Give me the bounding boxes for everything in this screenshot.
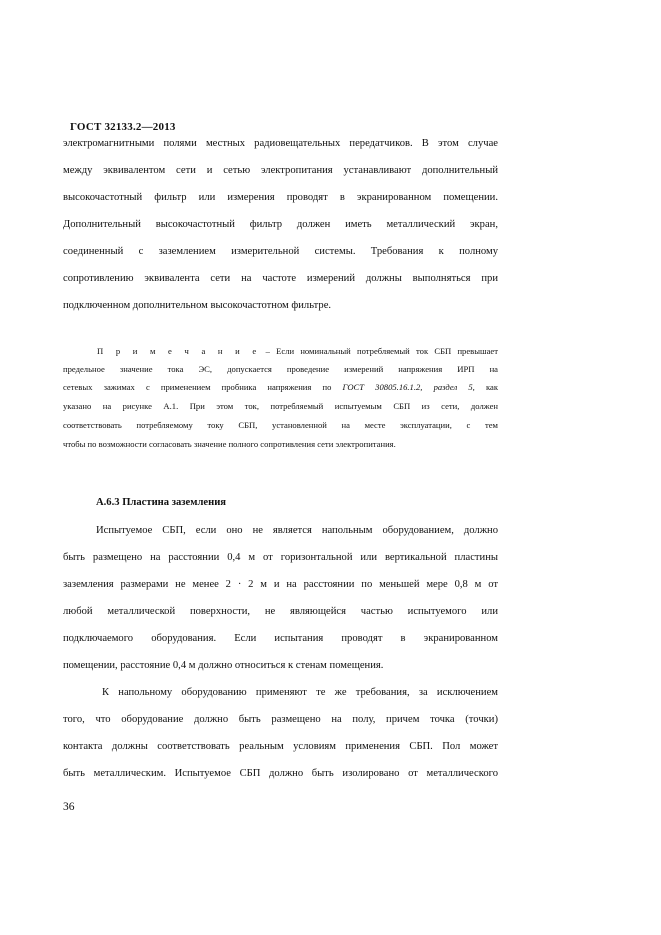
paragraph-line: высокочастотный фильтр или измерения проводят в экранированном помещении. bbox=[63, 192, 498, 203]
paragraph-line: быть металлическим. Испытуемое СБП должно быть изолировано от металлического bbox=[63, 768, 498, 779]
note-text: сетевых зажимах с применением пробника напряжения по bbox=[63, 382, 343, 392]
note-line bbox=[63, 382, 498, 392]
note-label: П р и м е ч а н и е bbox=[97, 346, 260, 356]
note-line: предельное значение тока ЭС, допускается проведение измерений напряжения ИРП на bbox=[63, 364, 498, 374]
paragraph-line: подключенном дополнительном высокочастотном фильтре. bbox=[63, 300, 332, 311]
paragraph-line: электромагнитными полями местных радиовещательных передатчиков. В этом случае bbox=[63, 138, 498, 149]
note-text: как bbox=[474, 382, 498, 392]
paragraph-line: подключаемого оборудования. Если испытания проводят в экранированном bbox=[63, 633, 498, 644]
paragraph-line: помещении, расстояние 0,4 м должно относиться к стенам помещения. bbox=[63, 660, 384, 671]
note-line: чтобы по возможности согласовать значение полного сопротивления сети электропитания. bbox=[63, 439, 396, 449]
note-line bbox=[97, 346, 498, 356]
paragraph-line: заземления размерами не менее 2 · 2 м и на расстоянии по меньшей мере 0,8 м от bbox=[63, 579, 498, 590]
paragraph-line: между эквивалентом сети и сетью электропитания устанавливают дополнительный bbox=[63, 165, 498, 176]
paragraph-line: сопротивлению эквивалента сети на частоте измерений должны выполняться при bbox=[63, 273, 498, 284]
note-line: соответствовать потребляемому току СБП, установленной на месте эксплуатации, с тем bbox=[63, 420, 498, 430]
paragraph-line: того, что оборудование должно быть размещено на полу, причем точка (точки) bbox=[63, 714, 498, 725]
page-header: ГОСТ 32133.2—2013 bbox=[70, 121, 176, 133]
note-text: – Если номинальный потребляемый ток СБП превышает bbox=[259, 346, 498, 356]
paragraph-line: Испытуемое СБП, если оно не является напольным оборудованием, должно bbox=[96, 525, 498, 536]
section-heading: А.6.3 Пластина заземления bbox=[96, 497, 227, 508]
paragraph-line: Дополнительный высокочастотный фильтр должен иметь металлический экран, bbox=[63, 219, 498, 230]
paragraph-line: быть размещено на расстоянии 0,4 м от горизонтальной или вертикальной пластины bbox=[63, 552, 498, 563]
standard-reference: ГОСТ 30805.16.1.2, раздел 5, bbox=[342, 382, 475, 392]
page-number: 36 bbox=[63, 801, 75, 813]
paragraph-line: любой металлической поверхности, не являющейся частью испытуемого или bbox=[63, 606, 498, 617]
note-line: указано на рисунке А.1. При этом ток, потребляемый испытуемым СБП из сети, должен bbox=[63, 401, 498, 411]
paragraph-line: контакта должны соответствовать реальным условиям применения СБП. Пол может bbox=[63, 741, 498, 752]
paragraph-line: К напольному оборудованию применяют те же требования, за исключением bbox=[102, 687, 498, 698]
paragraph-line: соединенный с заземлением измерительной системы. Требования к полному bbox=[63, 246, 498, 257]
